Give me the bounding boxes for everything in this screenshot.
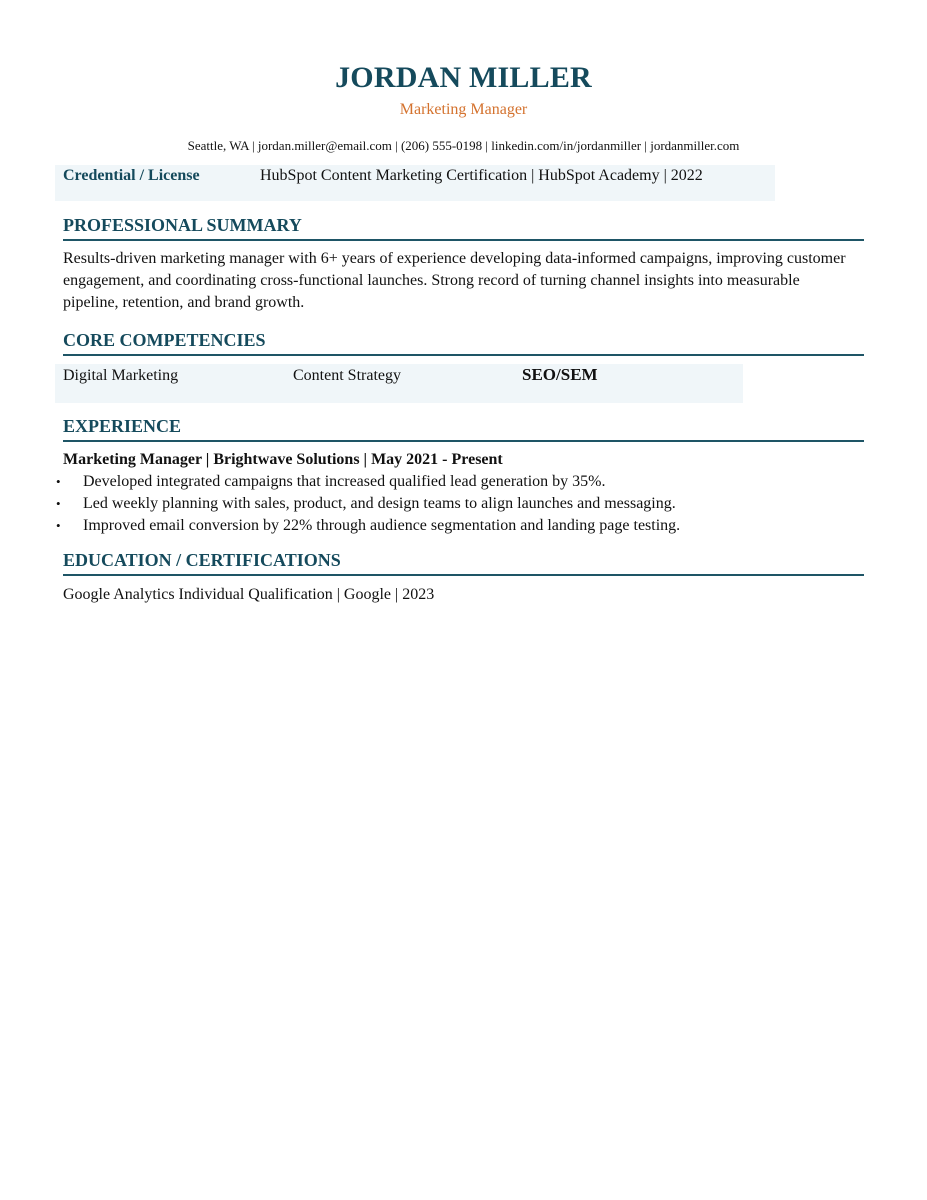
competency-item: Content Strategy <box>293 367 401 384</box>
summary-text: Results-driven marketing manager with 6+ years of experience developing data-informed campaigns, improving customer engagement, and coordinating cross-functional launches. Strong record of turning channel insights into measurable pipeline, retention, and brand growth. <box>63 250 846 311</box>
section-divider <box>63 354 864 356</box>
credential-label: Credential / License <box>63 167 200 184</box>
section-heading-education: EDUCATION / CERTIFICATIONS <box>63 550 341 570</box>
education-item: Google Analytics Individual Qualification | Google | 2023 <box>63 586 435 603</box>
section-heading-experience: EXPERIENCE <box>63 416 182 436</box>
bullet-text: Developed integrated campaigns that increased qualified lead generation by 35%. <box>83 473 606 490</box>
bullet-icon: • <box>56 518 61 533</box>
section-divider <box>63 239 864 241</box>
competency-item: Digital Marketing <box>63 367 179 384</box>
bullet-icon: • <box>56 474 61 489</box>
section-divider <box>63 574 864 576</box>
section-heading-competencies: CORE COMPETENCIES <box>63 330 266 350</box>
candidate-name: JORDAN MILLER <box>335 61 592 94</box>
competency-item: SEO/SEM <box>522 365 598 384</box>
candidate-title: Marketing Manager <box>399 101 528 118</box>
credential-value: HubSpot Content Marketing Certification | HubSpot Academy | 2022 <box>260 167 703 184</box>
section-divider <box>63 440 864 442</box>
bullet-text: Improved email conversion by 22% through audience segmentation and landing page testing. <box>83 517 681 534</box>
job-title-line: Marketing Manager | Brightwave Solutions | May 2021 - Present <box>63 451 503 468</box>
bullet-text: Led weekly planning with sales, product, and design teams to align launches and messaging. <box>83 495 676 512</box>
bullet-icon: • <box>56 496 61 511</box>
section-heading-summary: PROFESSIONAL SUMMARY <box>63 215 302 235</box>
contact-line: Seattle, WA | jordan.miller@email.com | (206) 555-0198 | linkedin.com/in/jordanmiller | jordanmiller.com <box>187 138 740 153</box>
